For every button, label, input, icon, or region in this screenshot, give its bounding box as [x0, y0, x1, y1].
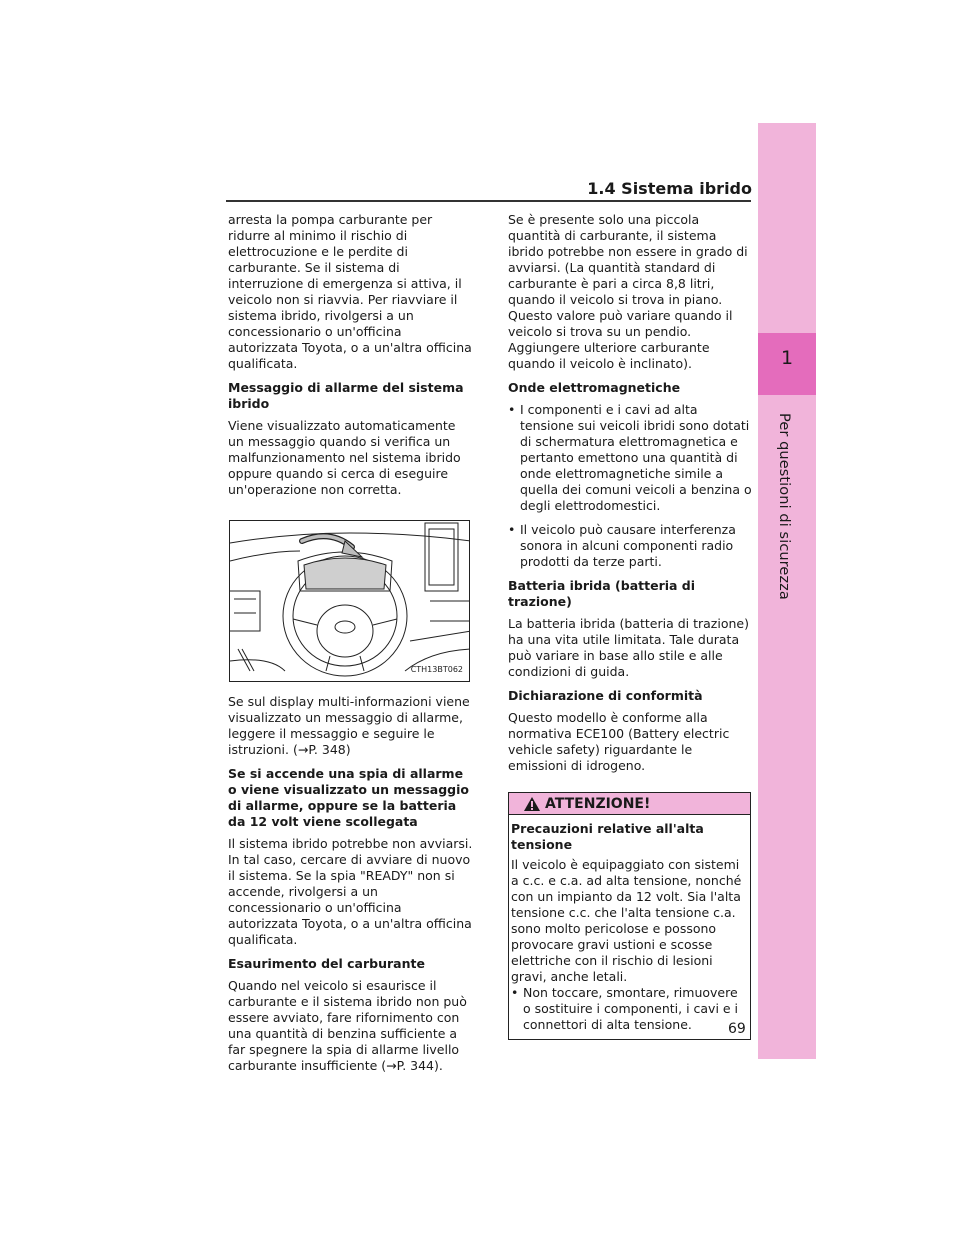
- warning-text: Il veicolo è equipaggiato con sistemi a c.c. e c.a. ad alta tensione, nonché con un impianto da 12 volt. Sia l'alta tensione c.c. che l'alta tensione c.a. sono molto pericolose e possono provocare gravi ustioni e scosse elettriche con il rischio di lesioni gravi, anche letali.: [511, 857, 742, 984]
- left-column: [228, 212, 473, 1082]
- warning-box: [508, 792, 751, 1040]
- warning-subtitle: Precauzioni relative all'alta tensione: [511, 821, 704, 852]
- paragraph-fuel-quantity: Se è presente solo una piccola quantità di carburante, il sistema ibrido potrebbe non essere in grado di avviarsi. (La quantità standard di carburante è pari a circa 8,8 litri, quando il veicolo si trova in piano. Questo valore può variare quando il veicolo si trova su un pendio. Aggiungere ulteriore carburante quando il veicolo è inclinato).: [508, 212, 748, 371]
- paragraph-warning-lamp: Il sistema ibrido potrebbe non avviarsi. In tal caso, cercare di avviare di nuovo il sistema. Se la spia "READY" non si accende, rivolgersi a un concessionario o un'officina autorizzata Toyota, o a un'altra officina qualificata.: [228, 836, 473, 947]
- paragraph-hybrid-battery: La batteria ibrida (batteria di trazione) ha una vita utile limitata. Tale durata può variare in base allo stile e alle condizioni di guida.: [508, 616, 749, 679]
- heading-fuel-depletion: Esaurimento del carburante: [228, 956, 425, 971]
- warning-triangle-icon: [523, 796, 541, 812]
- paragraph-alarm-message: Viene visualizzato automaticamente un messaggio quando si verifica un malfunzionamento nel sistema ibrido oppure quando si cerca di eseguire un'operazione non corretta.: [228, 418, 461, 497]
- bullet-dot: •: [511, 985, 519, 1000]
- chapter-side-tab: [758, 123, 816, 1059]
- warning-title: ATTENZIONE!: [545, 795, 651, 812]
- chapter-label: Per questioni di sicurezza: [776, 413, 792, 600]
- warning-bullet-text: Non toccare, smontare, rimuovere o sostituire i componenti, i cavi e i connettori di alta tensione.: [523, 985, 739, 1032]
- bullet-item: [508, 402, 753, 514]
- heading-warning-lamp: Se si accende una spia di allarme o viene visualizzato un messaggio di allarme, oppure se la batteria da 12 volt viene scollegata: [228, 766, 469, 829]
- bullet-item: [508, 522, 753, 570]
- chapter-number: 1: [780, 347, 794, 369]
- bullet-text-shielding: I componenti e i cavi ad alta tensione sui veicoli ibridi sono dotati di schermatura elettromagnetica e pertanto emettono una quantità di onde elettromagnetiche simile a quella dei comuni veicoli a benzina o degli elettrodomestici.: [520, 402, 752, 513]
- heading-electromagnetic-waves: Onde elettromagnetiche: [508, 380, 681, 395]
- warning-body: [509, 815, 750, 1039]
- heading-alarm-message: Messaggio di allarme del sistema ibrido: [228, 380, 464, 411]
- heading-hybrid-battery: Batteria ibrida (batteria di trazione): [508, 578, 696, 609]
- steering-wheel-drawing: [230, 521, 470, 682]
- warning-header: [509, 793, 750, 815]
- warning-bullet: [511, 985, 744, 1033]
- header-divider: [226, 200, 751, 202]
- bullet-text-interference: Il veicolo può causare interferenza sonora in alcuni componenti radio prodotti da terze parti.: [520, 522, 736, 569]
- paragraph-conformity: Questo modello è conforme alla normativa ECE100 (Battery electric vehicle safety) riguardante le emissioni di idrogeno.: [508, 710, 730, 773]
- page-number: 69: [728, 1021, 746, 1037]
- figure-code: CTH13BT062: [410, 665, 463, 674]
- heading-conformity: Dichiarazione di conformità: [508, 688, 703, 703]
- paragraph-display-message: Se sul display multi-informazioni viene visualizzato un messaggio di allarme, leggere il messaggio e seguire le istruzioni. (→P. 348): [228, 694, 470, 757]
- right-column: [508, 212, 753, 1040]
- dashboard-illustration: [229, 520, 470, 682]
- bullet-dot: •: [508, 522, 516, 537]
- paragraph-emergency-shutoff: arresta la pompa carburante per ridurre al minimo il rischio di elettrocuzione e le perdite di carburante. Se il sistema di interruzione di emergenza si attiva, il veicolo non si riavvia. Per riavviare il sistema ibrido, rivolgersi a un concessionario o un'officina autorizzata Toyota, o a un'altra officina qualificata.: [228, 212, 472, 371]
- bullet-dot: •: [508, 402, 516, 417]
- paragraph-fuel-depletion: Quando nel veicolo si esaurisce il carburante e il sistema ibrido non può essere avviato, fare rifornimento con una quantità di benzina sufficiente a far spegnere la spia di allarme livello carburante insufficiente (→P. 344).: [228, 978, 467, 1073]
- section-title: 1.4 Sistema ibrido: [587, 179, 752, 198]
